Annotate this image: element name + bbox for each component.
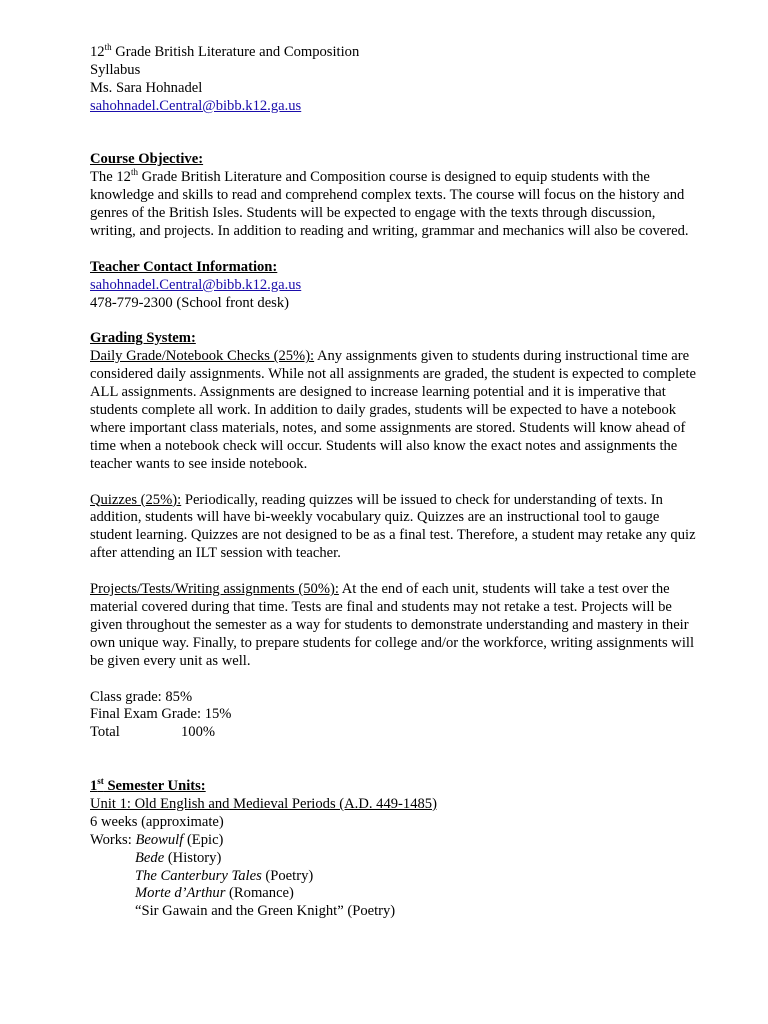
unit-title: Unit 1: Old English and Medieval Periods (A.D. 449-1485) xyxy=(90,795,437,812)
contact-email-link[interactable]: sahohnadel.Central@bibb.k12.ga.us xyxy=(90,276,302,293)
objective-heading: Course Objective: xyxy=(90,151,204,168)
quizzes-label: Quizzes (25%): xyxy=(90,491,182,508)
objective-text: Grade British Literature and Composition course is designed to equip students with the xyxy=(137,169,650,186)
header-email-link[interactable]: sahohnadel.Central@bibb.k12.ga.us xyxy=(90,97,302,114)
daily-grade-label: Daily Grade/Notebook Checks (25%): xyxy=(90,348,315,365)
work-genre: (Epic) xyxy=(183,831,224,848)
objective-suffix: th xyxy=(130,167,138,178)
contact-heading: Teacher Contact Information: xyxy=(90,258,278,275)
quizzes-line: addition, students will have bi-weekly vocabulary quiz. Quizzes are an instructional tool to gauge xyxy=(90,509,660,526)
projects-line: own unique way. Finally, to prepare students for college and/or the workforce, writing assignments will xyxy=(90,634,695,651)
projects-label: Projects/Tests/Writing assignments (50%): xyxy=(90,581,339,598)
work-title: Bede xyxy=(135,849,165,866)
quizzes-text: Periodically, reading quizzes will be issued to check for understanding of texts. In xyxy=(181,491,663,508)
final-exam-weight: Final Exam Grade: 15% xyxy=(90,706,232,723)
daily-grade-line: teacher wants to see inside notebook. xyxy=(90,455,308,472)
contact-phone: 478-779-2300 (School front desk) xyxy=(90,294,290,311)
objective-line: genres of the British Isles. Students will be expected to engage with the texts through discussion, xyxy=(90,205,656,222)
work-title: Beowulf xyxy=(135,831,184,848)
projects-line: material covered during that time. Tests are final and students may not retake a test. Projects will be xyxy=(90,599,672,615)
daily-grade-line: where important class materials, notes, and some assignments are stored. Students will know ahead of xyxy=(90,419,686,436)
unit-duration: 6 weeks (approximate) xyxy=(90,813,224,830)
quizzes-line: student learning. Quizzes are not designed to be as a final test. Therefore, a student may retake any quiz xyxy=(90,527,696,544)
objective-text: The 12 xyxy=(90,169,131,186)
work-title: Morte d’Arthur xyxy=(135,885,226,902)
projects-line: given throughout the semester as a way for students to demonstrate understanding and mastery in their xyxy=(90,616,689,633)
daily-grade-line: time when a notebook check will occur. Students will also know the exact notes and assignments the xyxy=(90,437,678,454)
daily-grade-paragraph xyxy=(90,348,730,473)
class-grade-weight: Class grade: 85% xyxy=(90,688,193,705)
semester-heading xyxy=(90,778,730,796)
syllabus-document xyxy=(90,44,730,921)
semester-suffix: st xyxy=(97,776,104,787)
objective-paragraph xyxy=(90,169,730,241)
work-item xyxy=(90,885,730,903)
works-label: Works: xyxy=(90,831,136,848)
projects-line: be given every unit as well. xyxy=(90,652,251,669)
objective-line: knowledge and skills to read and comprehend complex texts. The course will focus on the history and xyxy=(90,187,685,204)
work-genre: (Romance) xyxy=(225,885,294,902)
work-item xyxy=(90,832,730,850)
daily-grade-line: students complete all work. In addition to daily grades, students will be expected to have a notebook xyxy=(90,402,677,419)
work-genre: (History) xyxy=(164,849,222,866)
total-value: 100% xyxy=(181,724,216,741)
syllabus-label: Syllabus xyxy=(90,61,141,78)
work-title: The Canterbury Tales xyxy=(135,867,262,884)
daily-grade-text: Any assignments given to students during instructional time are xyxy=(314,348,690,365)
total-label: Total xyxy=(90,724,120,741)
daily-grade-line: ALL assignments. Assignments are designed to increase learning potential and it is imperative that xyxy=(90,384,666,401)
work-item xyxy=(90,868,730,886)
projects-text: At the end of each unit, students will take a test over the xyxy=(338,581,670,598)
work-item xyxy=(90,850,730,868)
course-title xyxy=(90,44,730,62)
teacher-name: Ms. Sara Hohnadel xyxy=(90,79,203,96)
course-title-number: 12 xyxy=(90,44,105,60)
work-genre: (Poetry) xyxy=(261,867,314,884)
quizzes-line: after attending an ILT session with teacher. xyxy=(90,545,341,562)
daily-grade-line: considered daily assignments. While not all assignments are graded, the student is expected to complete xyxy=(90,366,697,383)
work-item xyxy=(90,903,730,921)
objective-line: writing, and projects. In addition to reading and writing, grammar and mechanics will also be covered. xyxy=(90,223,689,240)
work-genre: “Sir Gawain and the Green Knight” (Poetry) xyxy=(135,903,396,920)
quizzes-paragraph xyxy=(90,492,730,564)
course-title-suffix: th xyxy=(104,42,112,52)
course-title-text: Grade British Literature and Composition xyxy=(111,44,360,60)
grading-heading: Grading System: xyxy=(90,330,196,347)
total-weight xyxy=(90,724,730,742)
semester-number: 1 xyxy=(90,778,98,795)
semester-heading-text: Semester Units: xyxy=(103,778,206,795)
projects-paragraph xyxy=(90,581,730,671)
